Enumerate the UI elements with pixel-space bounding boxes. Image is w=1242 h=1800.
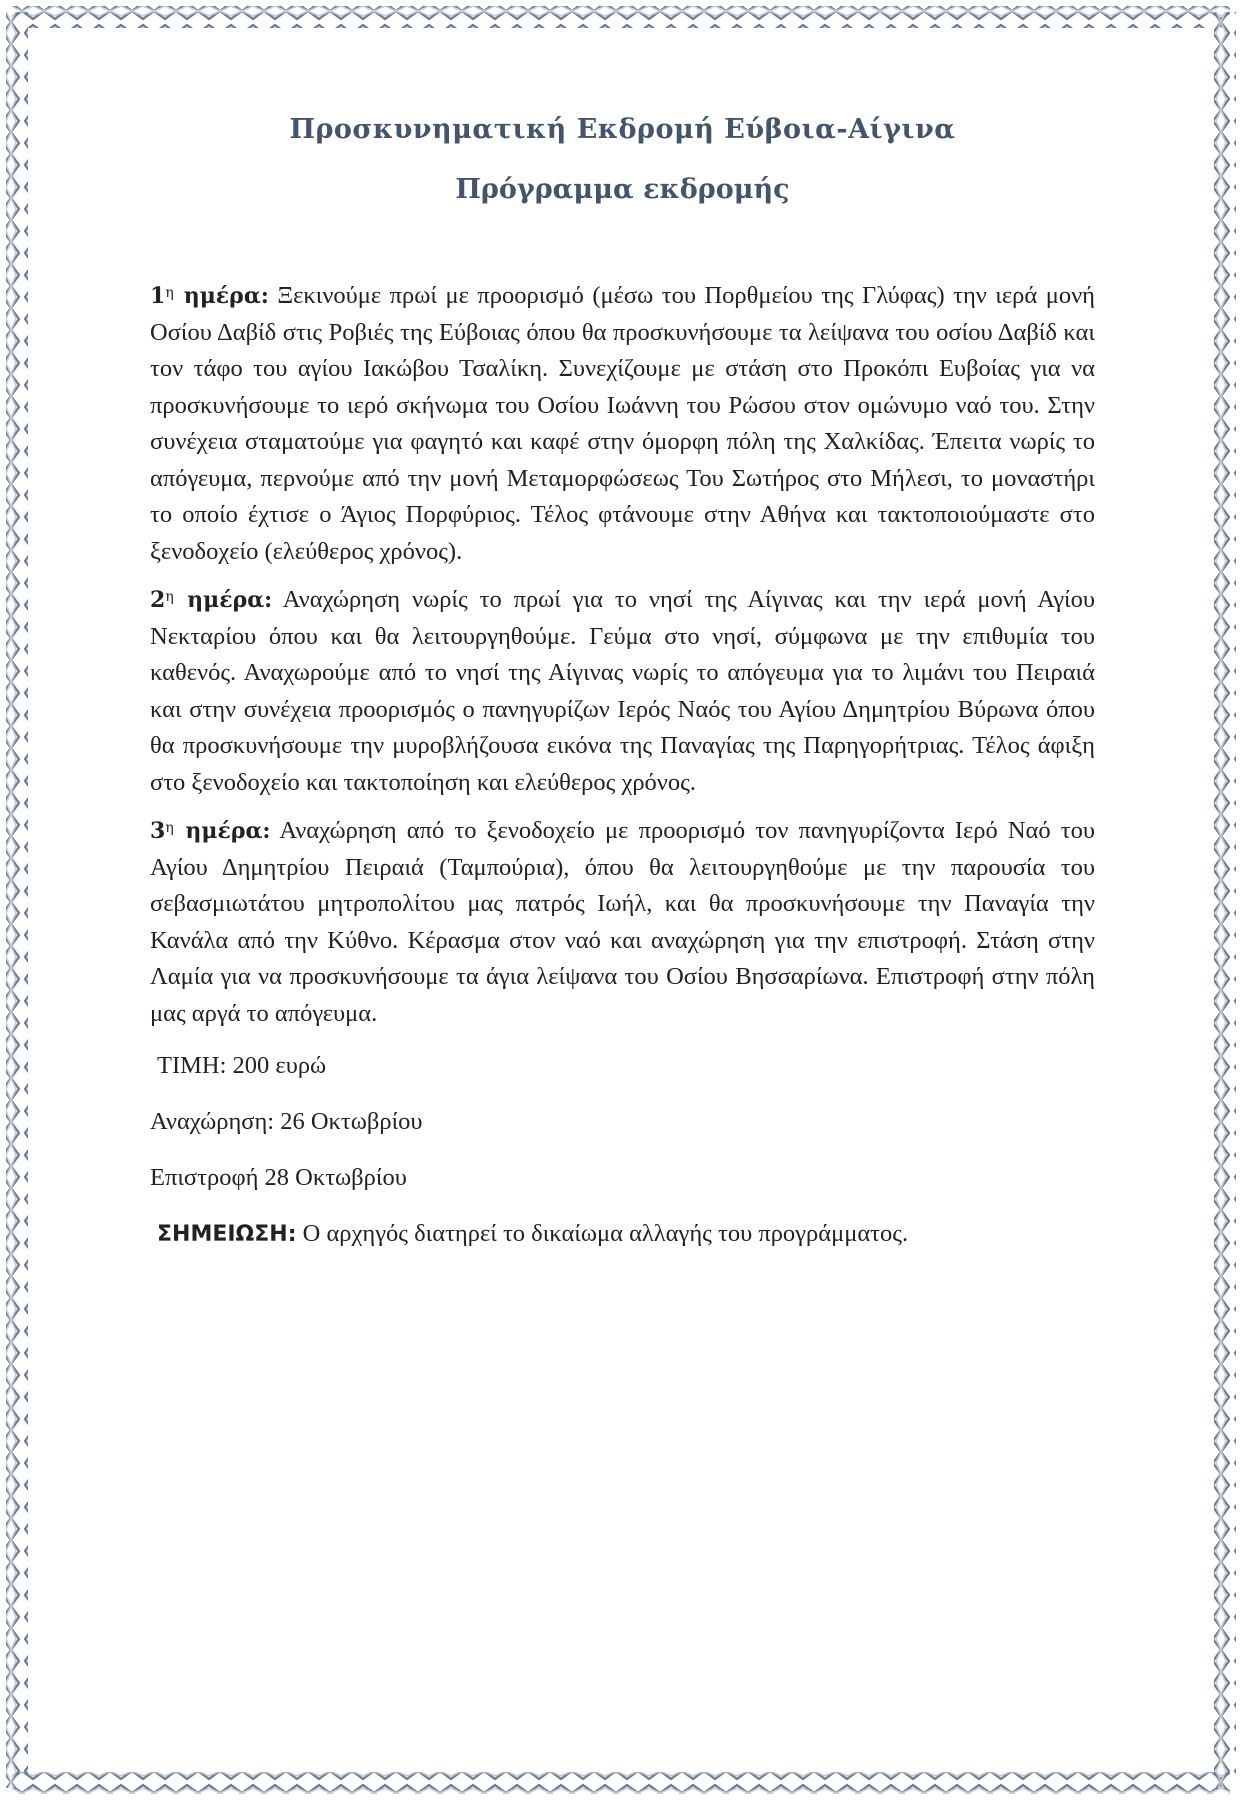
day-2-number: 2 bbox=[150, 587, 166, 613]
departure-line: Αναχώρηση: 26 Οκτωβρίου bbox=[150, 1108, 423, 1135]
day-2-ordinal: η bbox=[165, 589, 174, 605]
day-3-number: 3 bbox=[150, 818, 166, 844]
document-page bbox=[150, 100, 1095, 1253]
price-line: ΤΙΜΗ: 200 ευρώ bbox=[157, 1052, 327, 1079]
day-3-ordinal: η bbox=[165, 820, 174, 836]
day-1-text: Ξεκινούμε πρωί με προορισμό (μέσω του Πορθμείου της Γλύφας) την ιερά μονή Οσίου Δαβίδ στις Ροβιές της Εύβοιας όπου θα προσκυνήσουμε τα λείψανα του οσίου Δαβίδ και τον τάφο του αγίου Ιακώβου Τσαλίκη. Συνεχίζουμε με στάση στο Προκόπι Ευβοίας για να προσκυνήσουμε το ιερό σκήνωμα του Οσίου Ιωάννη του Ρώσου στον ομώνυμο ναό του. Στην συνέχεια σταματούμε για φαγητό και καφέ στην όμορφη πόλη της Χαλκίδας. Έπειτα νωρίς το απόγευμα, περνούμε από την μονή Μεταμορφώσεως Του Σωτήρος στο Μήλεσι, το μοναστήρι το οποίο έχτισε ο Άγιος Πορφύριος. Τέλος φτάνουμε στην Αθήνα και τακτοποιούμαστε στο ξενοδοχείο (ελεύθερος χρόνος). bbox=[150, 282, 1095, 565]
day-1-label-text: ημέρα: bbox=[173, 283, 269, 309]
day-1-paragraph bbox=[150, 278, 1095, 570]
day-1-number: 1 bbox=[150, 283, 166, 309]
day-2-label bbox=[150, 587, 272, 613]
day-3-paragraph bbox=[150, 813, 1095, 1032]
day-3-text: Αναχώρηση από το ξενοδοχείο με προορισμό τον πανηγυρίζοντα Ιερό Ναό του Αγίου Δημητρίου Πειραιά (Ταμπούρια), όπου θα λειτουργηθούμε με την παρουσία του σεβασμιωτάτου μητροπολίτου μας πατρός Ιωήλ, και θα προσκυνήσουμε την Παναγία την Κανάλα από την Κύθνο. Κέρασμα στον ναό και αναχώρηση για την επιστροφή. Στάση στην Λαμία για να προσκυνήσουμε τα άγια λείψανα του Οσίου Βησσαρίωνα. Επιστροφή στην πόλη μας αργά το απόγευμα. bbox=[150, 817, 1095, 1027]
day-2-paragraph bbox=[150, 582, 1095, 801]
day-2-text: Αναχώρηση νωρίς το πρωί για το νησί της Αίγινας και την ιερά μονή Αγίου Νεκταρίου όπου και θα λειτουργηθούμε. Γεύμα στο νησί, σύμφωνα με την επιθυμία του καθενός. Αναχωρούμε από το νησί της Αίγινας νωρίς το απόγευμα για το λιμάνι του Πειραιά και στην συνέχεια προορισμός ο πανηγυρίζων Ιερός Ναός του Αγίου Δημητρίου Βύρωνα όπου θα προσκυνήσουμε την μυροβλήζουσα εικόνα της Παναγίας της Παρηγορήτριας. Τέλος άφιξη στο ξενοδοχείο και τακτοποίηση και ελεύθερος χρόνος. bbox=[150, 586, 1096, 796]
document-subtitle: Πρόγραμμα εκδρομής bbox=[455, 174, 790, 205]
day-3-label-text: ημέρα: bbox=[173, 818, 271, 844]
day-2-label-text: ημέρα: bbox=[173, 587, 273, 613]
title-block bbox=[150, 110, 1095, 210]
note-text: Ο αρχηγός διατηρεί το δικαίωμα αλλαγής του προγράμματος. bbox=[296, 1220, 909, 1247]
day-1-ordinal: η bbox=[165, 285, 174, 301]
day-3-label bbox=[150, 818, 271, 844]
return-line: Επιστροφή 28 Οκτωβρίου bbox=[150, 1164, 407, 1191]
note-label: ΣΗΜΕΙΩΣΗ: bbox=[157, 1222, 297, 1247]
day-1-label bbox=[150, 283, 269, 309]
document-title: Προσκυνηματική Εκδρομή Εύβοια-Αίγινα bbox=[289, 114, 956, 145]
note-line bbox=[150, 1216, 1095, 1253]
